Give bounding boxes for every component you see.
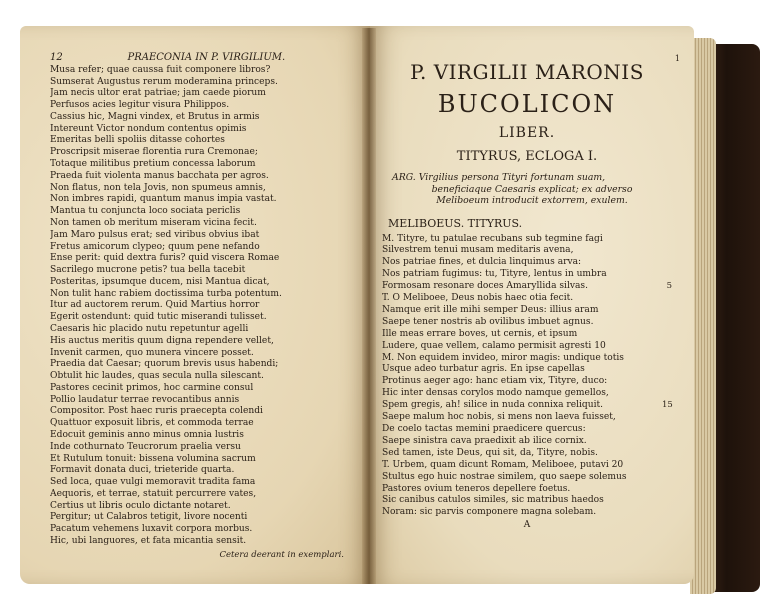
speakers-heading: MELIBOEUS. TITYRUS. xyxy=(388,216,523,230)
verse-text: M. Tityre, tu patulae recubans sub tegmine fagi xyxy=(382,233,603,244)
left-running-head xyxy=(50,52,350,64)
verse-number xyxy=(662,436,672,448)
verse-line xyxy=(382,305,672,317)
verse-line xyxy=(382,245,672,257)
poem-line: Cassius hic, Magni vindex, et Brutus in armis xyxy=(50,111,260,122)
verse-line xyxy=(382,317,672,329)
poem-line: Posteritas, ipsumque ducem, nisi Mantua dicat, xyxy=(50,276,270,287)
verse-text: Nos patriam fugimus: tu, Tityre, lentus in umbra xyxy=(382,269,607,280)
verse-number xyxy=(662,448,672,460)
verse-text: Pastores ovium teneros depellere foetus. xyxy=(382,483,571,494)
verse-text: T. Urbem, quam dicunt Romam, Meliboee, putavi 20 xyxy=(382,459,624,470)
verse-number xyxy=(662,412,672,424)
poem-line: Jam necis ultor erat patriae; jam caede piorum xyxy=(50,88,266,99)
verse-number xyxy=(662,460,672,472)
poem-line: Jam Maro pulsus erat; sed viribus obvius ibat xyxy=(50,229,260,240)
poem-line: Caesaris hic placido nutu repetuntur agelli xyxy=(50,323,249,334)
verse-line xyxy=(382,436,672,448)
verse-number xyxy=(662,317,672,329)
verse-text: Saepe malum hoc nobis, si mens non laeva fuisset, xyxy=(382,412,616,423)
verse-text: M. Non equidem invideo, miror magis: undique totis xyxy=(382,352,624,363)
verse-text: Ludere, quae vellem, calamo permisit agresti 10 xyxy=(382,340,606,351)
poem-line: Non tamen ob meritum miseram vicina fecit. xyxy=(50,217,257,228)
verse-text: Saepe tener nostris ab ovilibus imbuet agnus. xyxy=(382,316,594,327)
verse-number xyxy=(662,495,672,507)
verse-number xyxy=(662,484,672,496)
verse-number xyxy=(662,364,672,376)
verse-line xyxy=(382,507,672,519)
verse-number: 5 xyxy=(666,281,672,292)
poem-line: Pastores cecinit primos, hoc carmine consul xyxy=(50,382,254,393)
verse-text: Hic inter densas corylos modo namque gemellos, xyxy=(382,388,609,399)
poem-line: Itur ad auctorem rerum. Quid Martius horror xyxy=(50,300,260,311)
right-page-number: 1 xyxy=(674,54,680,63)
poem-line: Perfusos acies legitur visura Philippos. xyxy=(50,100,230,111)
argument xyxy=(382,172,672,207)
poem-line: Ense perit: quid dextra furis? quid viscera Romae xyxy=(50,253,280,264)
argument-line: ARG. Virgilius persona Tityri fortunam suam, xyxy=(392,172,606,183)
verse-line xyxy=(382,341,672,353)
poem-line: Non imbres rapidi, quantum manus impia vastat. xyxy=(50,194,277,205)
verse-line xyxy=(382,329,672,341)
verse-text: Ille meas errare boves, ut cernis, et ipsum xyxy=(382,328,578,339)
verse-line xyxy=(382,460,672,472)
verse-line xyxy=(382,293,672,305)
verse-line xyxy=(382,376,672,388)
poem-line: Compositor. Post haec ruris praecepta colendi xyxy=(50,406,263,417)
verse-text: De coelo tactas memini praedicere quercus: xyxy=(382,424,586,434)
verse-line xyxy=(382,353,672,365)
eclogue-verses xyxy=(382,234,672,520)
verse-text: Sic canibus catulos similes, sic matribus haedos xyxy=(382,495,604,506)
argument-line: beneficiaque Caesaris explicat; ex adverso xyxy=(431,183,633,195)
verse-line xyxy=(382,234,672,246)
eclogue-heading: TITYRUS, ECLOGA I. xyxy=(456,149,598,164)
poem-line: Proscripsit miserae florentia rura Cremonae; xyxy=(50,147,258,158)
verse-line xyxy=(382,269,672,281)
verse-text: Silvestrem tenui musam meditaris avena, xyxy=(382,245,574,256)
verse-number xyxy=(662,388,672,400)
verse-number xyxy=(662,305,672,317)
verse-line xyxy=(382,412,672,424)
verse-text: Formosam resonare doces Amaryllida silvas. xyxy=(382,281,588,292)
poem-line: His auctus meritis quum digna rependere vellet, xyxy=(50,335,274,346)
poem-line: Non tulit hanc rabiem doctissima turba potentum. xyxy=(50,288,282,299)
verse-line xyxy=(382,472,672,484)
left-footer: Cetera deerant in exemplari. xyxy=(219,549,344,560)
left-poem-lines xyxy=(50,65,350,548)
poem-line: Certius ut libris oculo dictante notaret. xyxy=(50,500,231,511)
verse-line xyxy=(382,495,672,507)
verse-text: Saepe sinistra cava praedixit ab ilice cornix. xyxy=(382,435,587,446)
poem-line: Formavit donata duci, trieteride quarta. xyxy=(50,465,235,476)
verse-number xyxy=(662,245,672,257)
verse-line xyxy=(382,257,672,269)
verse-text: Nos patriae fines, et dulcia linquimus arva: xyxy=(382,257,582,268)
poem-line: Praeda fuit violenta manus bacchata per agros. xyxy=(50,170,269,181)
verse-line xyxy=(382,281,672,293)
poem-line: Sumserat Augustus rerum moderamina princeps. xyxy=(50,76,278,87)
poem-line: Pergitur; ut Calabros tetigit, livore nocenti xyxy=(50,512,248,523)
verse-text: Noram: sic parvis componere magna solebam. xyxy=(382,507,597,518)
poem-line: Intereunt Victor nondum contentus opimis xyxy=(50,123,247,134)
verse-number xyxy=(662,293,672,305)
poem-line: Mantua tu conjuncta loco sociata periclis xyxy=(50,206,241,217)
verse-number xyxy=(662,329,672,341)
verse-number xyxy=(662,472,672,484)
poem-line: Emeritas belli spoliis ditasse cohortes xyxy=(50,135,225,146)
poem-line: Non flatus, non tela Jovis, non spumeus amnis, xyxy=(50,182,266,193)
poem-line: Pacatum vehemens luxavit corpora morbus. xyxy=(50,524,253,535)
verse-line xyxy=(382,364,672,376)
verse-text: Usque adeo turbatur agris. En ipse capellas xyxy=(382,364,585,375)
poem-line: Sed loca, quae vulgi memoravit tradita fama xyxy=(50,477,256,488)
poem-line: Sacrilego mucrone petis? tua bella tacebit xyxy=(50,265,246,276)
poem-line: Praedia dat Caesar; quorum brevis usus habendi; xyxy=(50,359,279,370)
verse-line xyxy=(382,448,672,460)
verse-number xyxy=(662,269,672,281)
poem-line: Et Rutulum tonuit: bissena volumina sacrum xyxy=(50,453,256,464)
title-liber: LIBER. xyxy=(498,125,556,141)
verse-text: Spem gregis, ah! silice in nuda connixa reliquit. xyxy=(382,400,604,411)
argument-line: Meliboeum introducit extorrem, exulem. xyxy=(436,195,628,206)
verse-number xyxy=(662,257,672,269)
right-page-text xyxy=(382,54,680,531)
poem-line: Aequoris, et terrae, statuit percurrere vates, xyxy=(50,488,257,499)
poem-line: Fretus amicorum clypeo; quum pene nefando xyxy=(50,241,260,252)
verse-number xyxy=(662,424,672,436)
verse-line xyxy=(382,388,672,400)
verse-number: 15 xyxy=(662,400,673,411)
verse-line xyxy=(382,484,672,496)
poem-line: Quattuor exposuit libris, et commoda terrae xyxy=(50,418,254,429)
poem-line: Pollio laudatur terrae revocantibus annis xyxy=(50,394,240,405)
poem-line: Invenit carmen, quo munera vincere posset. xyxy=(50,347,254,358)
verse-number xyxy=(662,234,672,246)
signature-mark: A xyxy=(523,520,531,531)
verse-number xyxy=(662,376,672,388)
poem-line: Inde cothurnato Teucrorum praelia versu xyxy=(50,441,241,452)
poem-line: Totaque militibus pretium concessa laborum xyxy=(50,159,256,170)
verse-number xyxy=(662,507,672,519)
left-page-number: 12 xyxy=(50,52,63,63)
poem-line: Musa refer; quae caussa fuit componere libros? xyxy=(50,64,271,75)
verse-text: T. O Meliboee, Deus nobis haec otia fecit. xyxy=(382,293,574,304)
poem-line: Hic, ubi languores, et fata micantia sensit. xyxy=(50,536,247,547)
verse-line xyxy=(382,424,672,436)
verse-number xyxy=(662,353,672,365)
verse-text: Protinus aeger ago: hanc etiam vix, Tityre, duco: xyxy=(382,376,608,387)
poem-line: Obtulit hic laudes, quas secula nulla silescant. xyxy=(50,371,264,382)
left-page-text xyxy=(50,52,350,562)
verse-text: Sed tamen, iste Deus, qui sit, da, Tityre, nobis. xyxy=(382,447,598,458)
title-work: BUCOLICON xyxy=(437,90,617,118)
poem-line: Edocuit geminis anno minus omnia lustris xyxy=(50,430,244,440)
running-head-title: PRAECONIA IN P. VIRGILIUM. xyxy=(127,52,286,63)
title-author: P. VIRGILII MARONIS xyxy=(410,60,644,84)
poem-line: Egerit ostendunt: quid tutic miserandi tulisset. xyxy=(50,312,267,323)
verse-text: Namque erit ille mihi semper Deus: illius aram xyxy=(382,304,599,315)
verse-number xyxy=(662,341,672,353)
book-gutter xyxy=(362,28,376,584)
verse-line xyxy=(382,400,672,412)
verse-text: Stultus ego huic nostrae similem, quo saepe solemus xyxy=(382,471,627,482)
